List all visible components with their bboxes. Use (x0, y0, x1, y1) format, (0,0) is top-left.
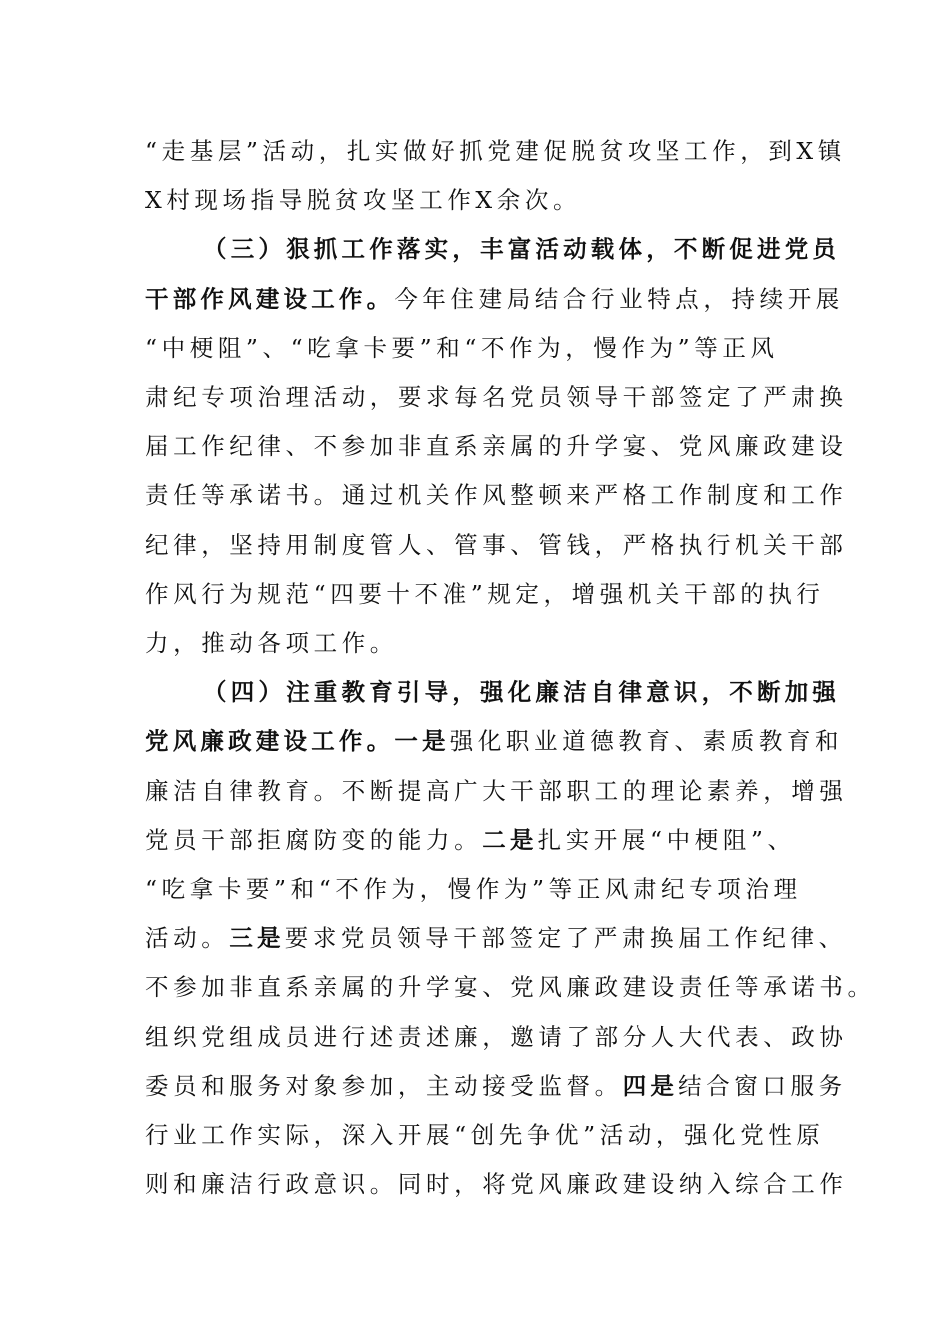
text-run: 结合窗口服务 (678, 1072, 847, 1100)
text-line (145, 1164, 848, 1204)
text-line (145, 721, 844, 761)
bold-text-run: （四）注重教育引导，强化廉洁自律意识，不断加强 (203, 678, 841, 706)
text-line (145, 771, 848, 811)
text-run: X村现场指导脱贫攻坚工作X余次。 (145, 186, 582, 214)
text-run: 届工作纪律、不参加非直系亲属的升学宴、党风廉政建设 (145, 432, 848, 460)
text-line (145, 279, 844, 319)
text-run: 今年住建局结合行业特点，持续开展 (394, 285, 844, 313)
text-run: “走基层”活动，扎实做好抓党建促脱贫攻坚工作，到X镇 (145, 137, 846, 165)
text-line (145, 820, 815, 860)
bold-text-run: （三）狠抓工作落实，丰富活动载体，不断促进党员 (203, 235, 841, 263)
text-run: 强化职业道德教育、素质教育和 (449, 727, 844, 755)
text-run: 要求党员领导干部签定了严肃换届工作纪律、 (284, 924, 847, 952)
bold-text-run: 四是 (622, 1072, 679, 1100)
bold-text-run: 二是 (482, 826, 538, 854)
text-run: 力，推动各项工作。 (145, 629, 398, 657)
text-line (145, 377, 848, 417)
text-run: 纪律，坚持用制度管人、管事、管钱，严格执行机关干部 (145, 531, 848, 559)
text-run: 活动。 (145, 924, 230, 952)
text-line (145, 426, 848, 466)
text-line (145, 574, 825, 614)
text-run: 则和廉洁行政意识。同时，将党风廉政建设纳入综合工作 (145, 1170, 848, 1198)
text-run: 不参加非直系亲属的升学宴、党风廉政建设责任等承诺书。 (145, 973, 876, 1001)
text-line (145, 918, 847, 958)
text-line (145, 328, 815, 368)
text-run: 作风行为规范“四要十不准”规定，增强机关干部的执行 (145, 580, 825, 608)
text-line (145, 623, 815, 663)
bold-text-run: 干部作风建设工作。 (145, 285, 395, 313)
text-run: 扎实开展“中梗阻”、 (537, 826, 796, 854)
text-line (145, 1066, 847, 1106)
text-run: 党员干部拒腐防变的能力。 (145, 826, 483, 854)
text-line (203, 672, 873, 712)
text-run: “吃拿卡要”和“不作为，慢作为”等正风肃纪专项治理 (145, 875, 802, 903)
text-run: 行业工作实际，深入开展“创先争优”活动，强化党性原 (145, 1121, 825, 1149)
text-line (145, 1115, 825, 1155)
text-run: “中梗阻”、“吃拿卡要”和“不作为，慢作为”等正风 (145, 334, 779, 362)
text-line (203, 229, 873, 269)
bold-text-run: 一是 (394, 727, 450, 755)
text-run: 组织党组成员进行述责述廉，邀请了部分人大代表、政协 (145, 1023, 848, 1051)
text-line (145, 180, 815, 220)
text-run: 委员和服务对象参加，主动接受监督。 (145, 1072, 623, 1100)
text-line (145, 1017, 848, 1057)
text-line (145, 475, 848, 515)
text-line (145, 869, 815, 909)
text-run: 廉洁自律教育。不断提高广大干部职工的理论素养，增强 (145, 777, 848, 805)
text-run: 肃纪专项治理活动，要求每名党员领导干部签定了严肃换 (145, 383, 848, 411)
bold-text-run: 党风廉政建设工作。 (145, 727, 395, 755)
bold-text-run: 三是 (229, 924, 285, 952)
text-line (145, 525, 848, 565)
text-line (145, 967, 876, 1007)
text-line (145, 131, 846, 171)
text-run: 责任等承诺书。通过机关作风整顿来严格工作制度和工作 (145, 481, 848, 509)
